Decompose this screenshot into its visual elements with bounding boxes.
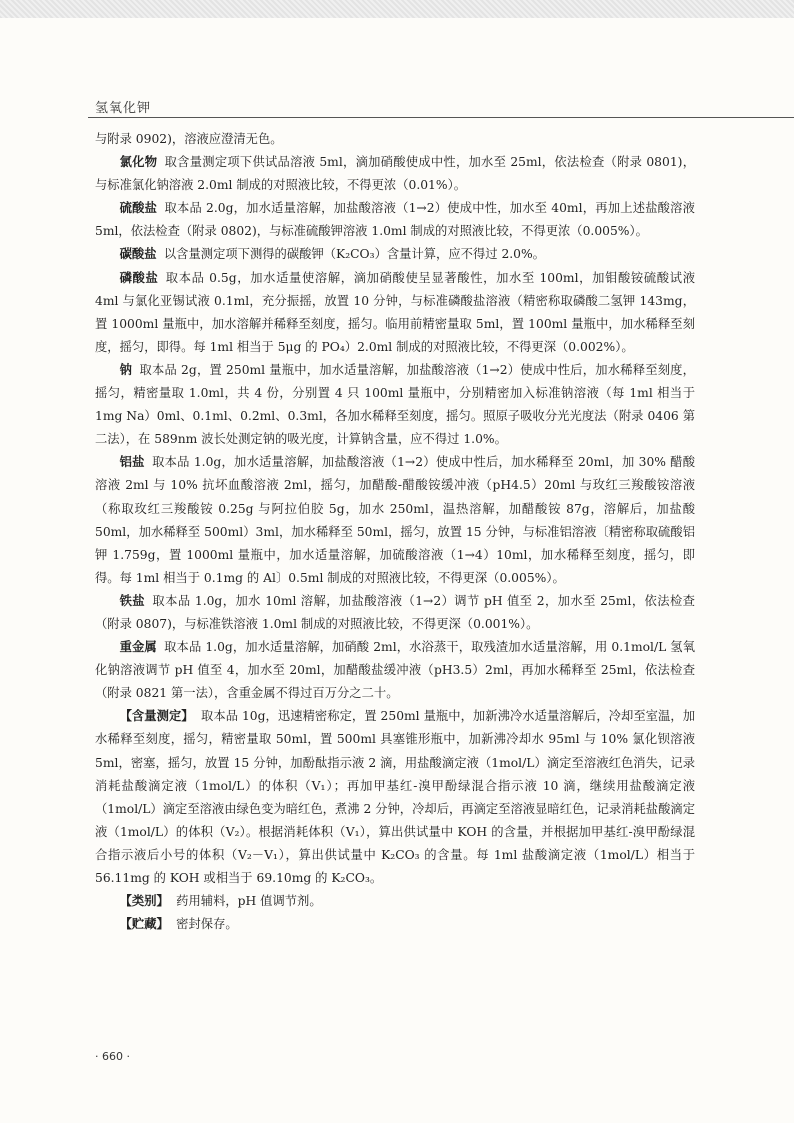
document-body — [95, 128, 695, 936]
section-heading: 铝盐 — [119, 455, 145, 470]
section-heading: 【含量测定】 — [119, 709, 194, 724]
page-number: · 660 · — [95, 1050, 130, 1063]
paragraph-text: 取本品 2g，置 250ml 量瓶中，加水适量溶解，加盐酸溶液（1→2）使成中性后，加水稀释至刻度，摇匀，精密量取 1.0ml，共 4 份，分别置 4 只 100ml 量瓶中，分别精密加入标准钠溶液（每 1ml 相当于 1mg Na）0ml、0.1ml、0.2ml、0.3ml，各加水稀释至刻度，摇匀。照原子吸收分光光度法（附录 0406 第二法），在 589nm 波长处测定钠的吸光度，计算钠含量，应不得过 1.0%。 — [95, 362, 695, 447]
header-rule — [88, 117, 794, 118]
section-heading: 【贮藏】 — [119, 917, 169, 932]
paragraph-text: 取本品 2.0g，加水适量溶解，加盐酸溶液（1→2）使成中性，加水至 40ml，再加上述盐酸溶液 5ml，依法检查（附录 0802)，与标准硫酸钾溶液 1.0ml 制成的对照液比较，不得更浓（0.005%）。 — [95, 201, 695, 239]
section-carbonate — [95, 243, 695, 266]
section-category — [95, 890, 695, 913]
running-header: 氢氧化钾 — [95, 101, 152, 116]
section-heading: 重金属 — [119, 640, 157, 655]
paragraph-text: 以含量测定项下测得的碳酸钾（K₂CO₃）含量计算，应不得过 2.0%。 — [163, 247, 545, 262]
scan-top-band — [0, 0, 794, 18]
section-storage — [95, 913, 695, 936]
paragraph-text: 取含量测定项下供试品溶液 5ml，滴加硝酸使成中性，加水至 25ml，依法检查（附录 0801)，与标准氯化钠溶液 2.0ml 制成的对照液比较，不得更浓（0.01%）。 — [95, 155, 695, 193]
section-heading: 硫酸盐 — [119, 201, 158, 216]
section-assay — [95, 705, 695, 890]
paragraph-text: 与附录 0902)，溶液应澄清无色。 — [95, 132, 283, 146]
section-sulfate — [95, 197, 695, 243]
section-heading: 铁盐 — [119, 593, 146, 608]
paragraph-text: 密封保存。 — [176, 917, 238, 932]
section-heading: 钠 — [119, 362, 133, 377]
paragraph-continuation — [95, 128, 695, 151]
paragraph-text: 取本品 0.5g，加水适量使溶解，滴加硝酸使呈显著酸性，加水至 100ml，加钼酸铵硫酸试液 4ml 与氯化亚锡试液 0.1ml，充分振摇，放置 10 分钟，与标准磷酸盐溶液（精密称取磷酸二氢钾 143mg，置 1000ml 量瓶中，加水溶解并稀释至刻度，摇匀。临用前精密量取 5ml，置 100ml 量瓶中，加水稀释至刻度，摇匀，即得。每 1ml 相当于 5μg 的 PO₄）2.0ml 制成的对照液比较，不得更深（0.002%）。 — [95, 270, 695, 354]
section-chloride — [95, 151, 695, 197]
section-iron — [95, 590, 695, 636]
section-heading: 【类别】 — [119, 894, 169, 909]
section-heading: 碳酸盐 — [119, 247, 157, 262]
paragraph-text: 取本品 1.0g，加水适量溶解，加硝酸 2ml，水浴蒸干，取残渣加水适量溶解，用 0.1mol/L 氢氧化钠溶液调节 pH 值至 4，加水至 20ml，加醋酸盐缓冲液（pH3.5）2ml，再加水稀释至 25ml，依法检查（附录 0821 第一法），含重金属不得过百万分之二十。 — [95, 640, 695, 701]
section-heading: 氯化物 — [119, 155, 158, 170]
paragraph-text: 药用辅料，pH 值调节剂。 — [176, 894, 322, 909]
section-heavy-metals — [95, 636, 695, 705]
section-phosphate — [95, 267, 695, 359]
section-sodium — [95, 359, 695, 451]
paragraph-text: 取本品 10g，迅速精密称定，置 250ml 量瓶中，加新沸冷水适量溶解后，冷却至室温，加水稀释至刻度，摇匀，精密量取 50ml，置 500ml 具塞锥形瓶中，加新沸冷却水 95ml 与 10% 氯化钡溶液 5ml，密塞，摇匀，放置 15 分钟，加酚酞指示液 2 滴，用盐酸滴定液（1mol/L）滴定至溶液红色消失，记录消耗盐酸滴定液（1mol/L）的体积（V₁）；再加甲基红-溴甲酚绿混合指示液 10 滴，继续用盐酸滴定液（1mol/L）滴定至溶液由绿色变为暗红色，煮沸 2 分钟，冷却后，再滴定至溶液显暗红色，记录消耗盐酸滴定液（1mol/L）的体积（V₂）。根据消耗体积（V₁），算出供试量中 KOH 的含量，并根据加甲基红-溴甲酚绿混合指示液后小号的体积（V₂－V₁），算出供试量中 K₂CO₃ 的含量。每 1ml 盐酸滴定液（1mol/L）相当于 56.11mg 的 KOH 或相当于 69.10mg 的 K₂CO₃。 — [95, 709, 695, 885]
section-aluminium — [95, 451, 695, 590]
paragraph-text: 取本品 1.0g，加水适量溶解，加盐酸溶液（1→2）使成中性后，加水稀释至 20ml，加 30% 醋酸溶液 2ml 与 10% 抗坏血酸溶液 2ml，摇匀，加醋酸-醋酸铵缓冲液（pH4.5）20ml 与玫红三羧酸铵溶液（称取玫红三羧酸铵 0.25g 与阿拉伯胶 5g，加水 250ml，温热溶解，加醋酸铵 87g，溶解后，加盐酸 50ml，加水稀释至 500ml）3ml，加水稀释至 50ml，摇匀，放置 15 分钟，与标准铝溶液〔精密称取硫酸铝钾 1.759g，置 1000ml 量瓶中，加水适量溶解，加硫酸溶液（1→4）10ml，加水稀释至刻度，摇匀，即得。每 1ml 相当于 0.1mg 的 Al〕0.5ml 制成的对照液比较，不得更深（0.005%）。 — [95, 455, 695, 585]
paragraph-text: 取本品 1.0g，加水 10ml 溶解，加盐酸溶液（1→2）调节 pH 值至 2，加水至 25ml，依法检查（附录 0807)，与标准铁溶液 1.0ml 制成的对照液比较，不得更深（0.001%）。 — [95, 593, 695, 631]
section-heading: 磷酸盐 — [119, 270, 159, 285]
